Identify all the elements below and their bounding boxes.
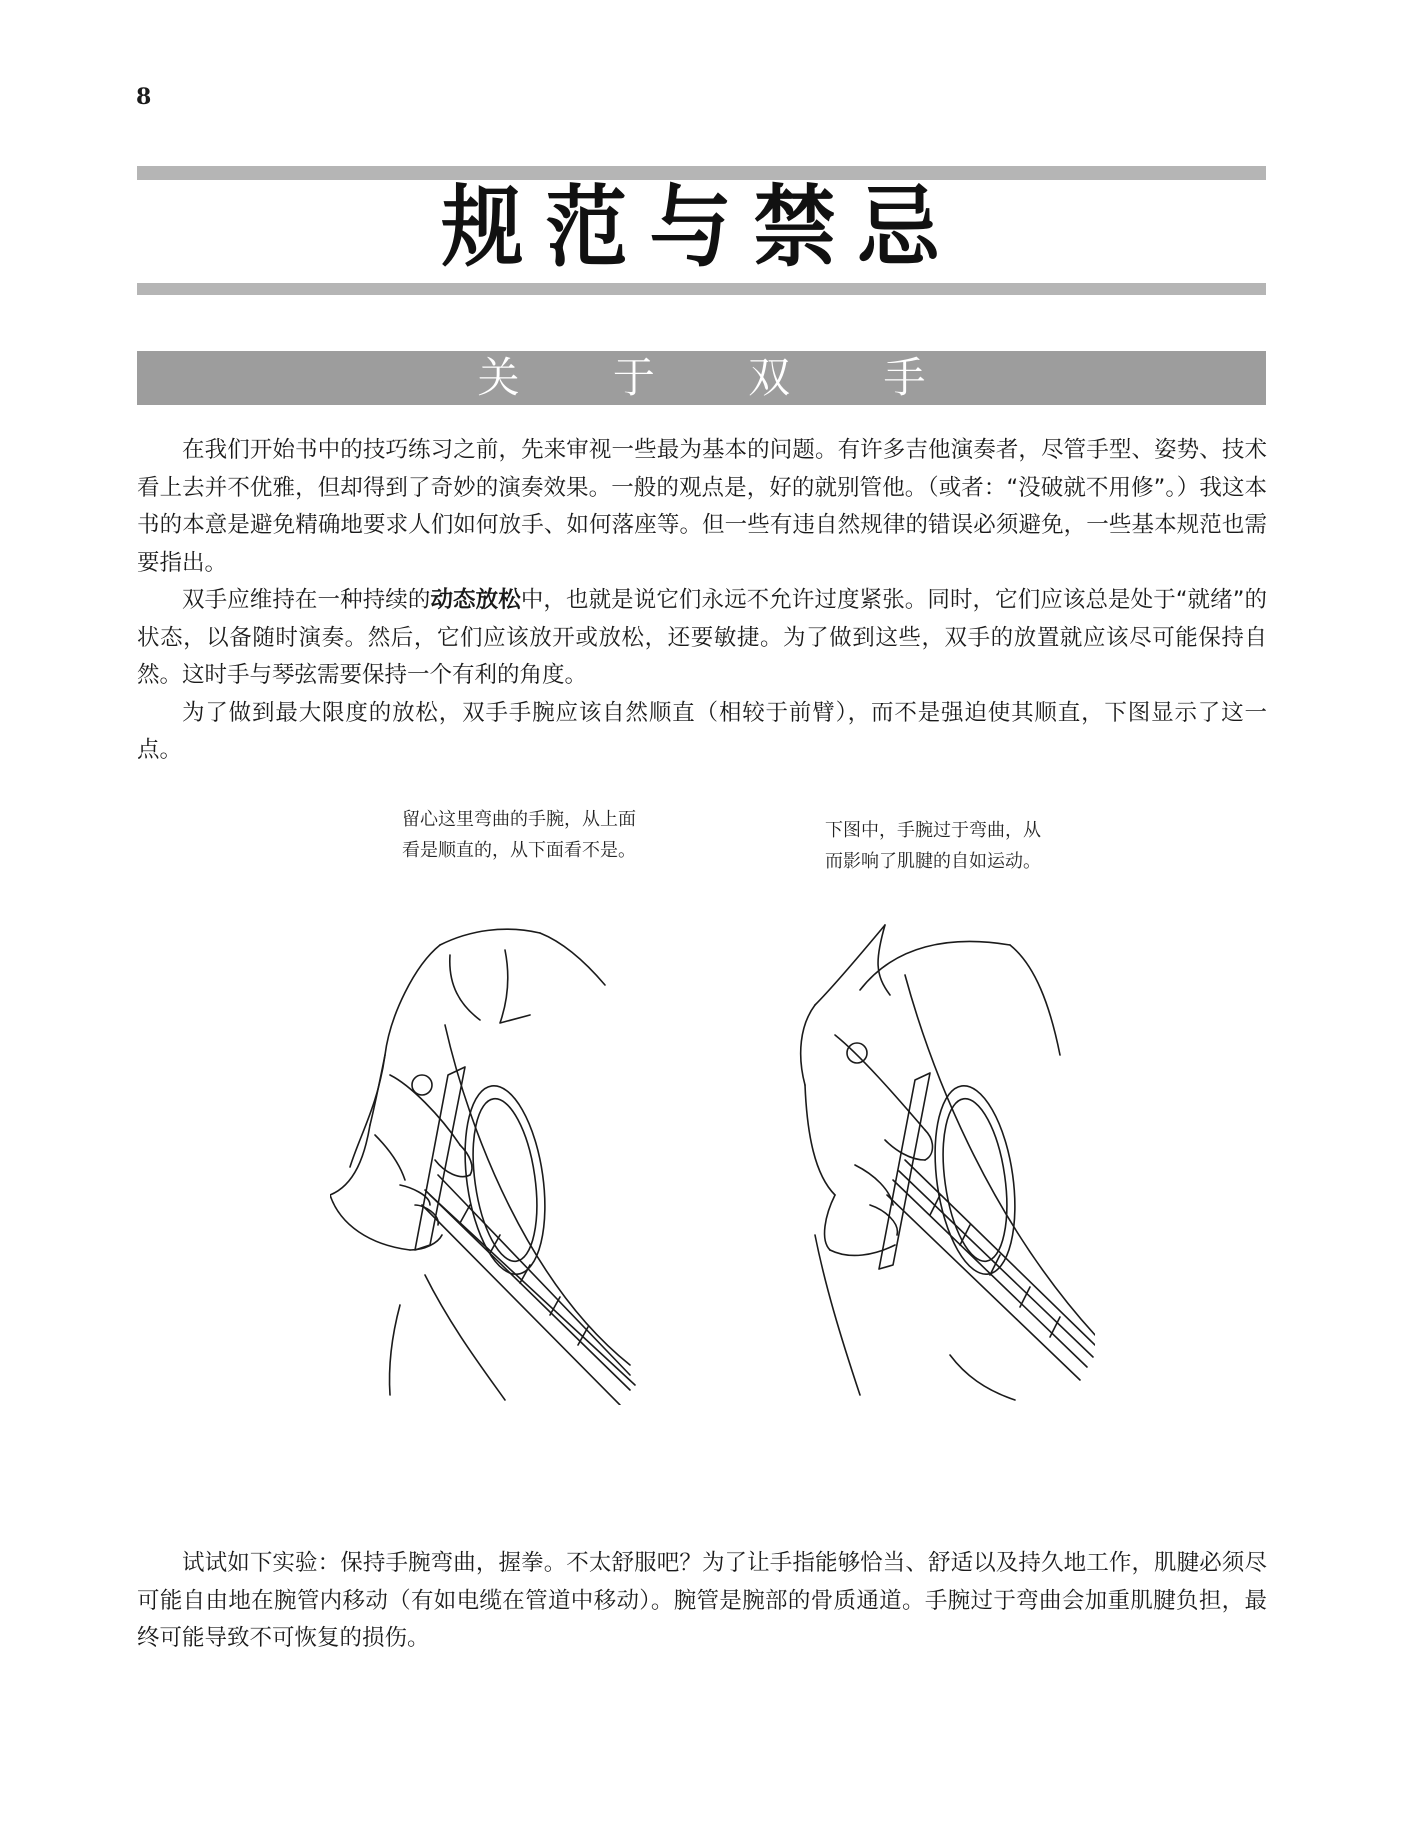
- caption-line: 看是顺直的，从下面看不是。: [402, 840, 636, 861]
- intro-text: [137, 432, 1267, 770]
- section-heading: 关 于 双 手: [137, 351, 1266, 405]
- caption-line: 下图中，手腕过于弯曲，从: [825, 820, 1041, 841]
- left-hand-illustration: [330, 905, 650, 1405]
- title-rule-bottom: [137, 283, 1266, 295]
- chapter-title: 规范与禁忌: [441, 177, 962, 280]
- emphasis-text: 动态放松: [430, 587, 521, 613]
- closing-paragraph: 试试如下实验：保持手腕弯曲，握拳。不太舒服吧？为了让手指能够恰当、舒适以及持久地工作，肌腱必须尽可能自由地在腕管内移动（有如电缆在管道中移动）。腕管是腕部的骨质通道。手腕过于弯曲会加重肌腱负担，最终可能导致不可恢复的损伤。: [137, 1550, 1267, 1651]
- intro-paragraph-1: 在我们开始书中的技巧练习之前，先来审视一些最为基本的问题。有许多吉他演奏者，尽管手型、姿势、技术看上去并不优雅，但却得到了奇妙的演奏效果。一般的观点是，好的就别管他。（或者：“没破就不用修”。）我这本书的本意是避免精确地要求人们如何放手、如何落座等。但一些有违自然规律的错误必须避免，一些基本规范也需要指出。: [137, 437, 1267, 576]
- paragraph-text: 中，也就是说它们永远不允许过度紧张。同时，它们应该总是处于“就绪”的状态，以备随时演奏。然后，它们应该放开或放松，还要敏捷。为了做到这些，双手的放置就应该尽可能保持自然。这时手与琴弦需要保持一个有利的角度。: [137, 587, 1267, 688]
- page-number: 8: [136, 84, 152, 110]
- paragraph-text: 双手应维持在一种持续的: [182, 587, 431, 613]
- intro-paragraph-2: [137, 582, 1267, 695]
- closing-text: [137, 1545, 1267, 1658]
- right-hand-illustration: [775, 905, 1095, 1405]
- caption-line: 而影响了肌腱的自如运动。: [825, 851, 1041, 872]
- caption-line: 留心这里弯曲的手腕，从上面: [402, 809, 636, 830]
- intro-paragraph-3: 为了做到最大限度的放松，双手手腕应该自然顺直（相较于前臂），而不是强迫使其顺直，下图显示了这一点。: [137, 699, 1267, 763]
- left-figure-caption: [402, 804, 702, 866]
- right-figure-caption: [825, 815, 1125, 877]
